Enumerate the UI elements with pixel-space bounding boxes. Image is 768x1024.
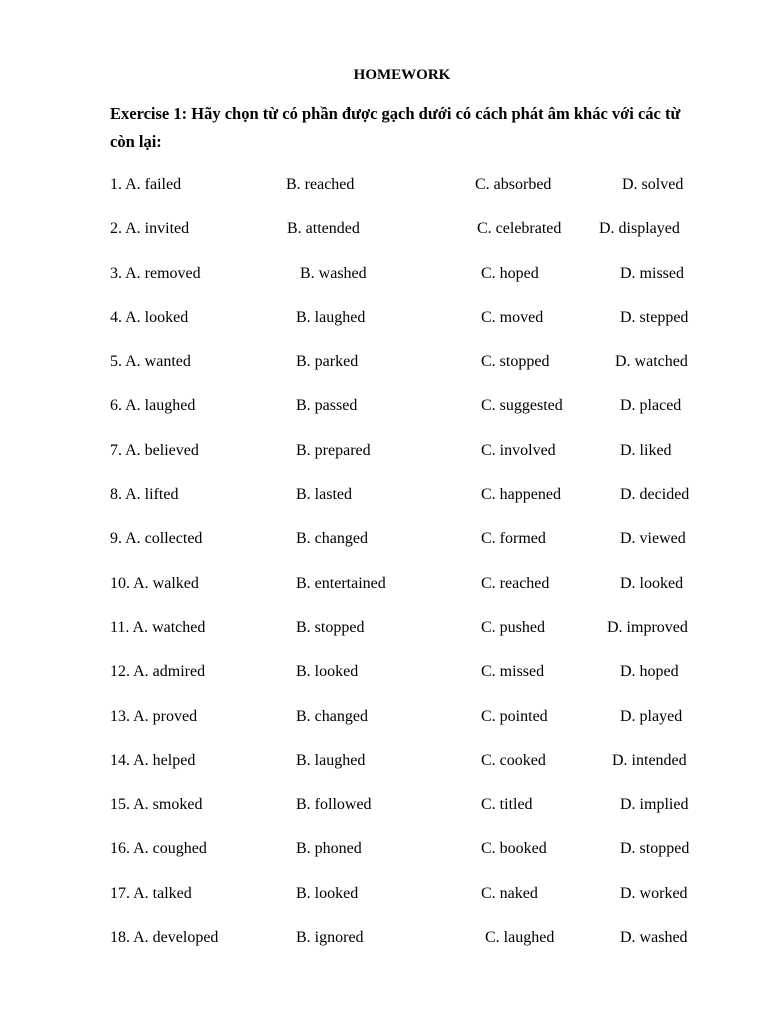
option-b: B. lasted: [296, 486, 352, 504]
option-d: D. intended: [612, 751, 687, 769]
option-b: B. changed: [296, 707, 368, 725]
option-a: 4. A. looked: [110, 308, 189, 326]
option-c: C. pointed: [481, 707, 548, 725]
option-b: B. attended: [287, 220, 360, 238]
page-title: HOMEWORK: [353, 67, 451, 83]
option-a: 8. A. lifted: [110, 486, 179, 504]
option-b: B. entertained: [296, 574, 386, 592]
option-d: D. displayed: [599, 220, 680, 238]
exercise-instruction: Exercise 1: Hãy chọn từ có phần được gạch dưới có cách phát âm khác với các từ còn lại:: [110, 104, 681, 151]
option-d: D. implied: [620, 796, 689, 814]
option-a: 7. A. believed: [110, 441, 199, 459]
option-c: C. reached: [481, 574, 550, 592]
option-a: 12. A. admired: [110, 663, 206, 681]
option-b: B. washed: [300, 264, 367, 282]
question-row: [0, 839, 768, 883]
option-a: 3. A. removed: [110, 264, 201, 282]
option-a: 16. A. coughed: [110, 840, 207, 858]
option-d: D. worked: [620, 884, 688, 902]
option-a: 6. A. laughed: [110, 397, 196, 415]
question-row: [0, 529, 768, 573]
option-d: D. stopped: [620, 840, 690, 858]
option-c: C. absorbed: [475, 176, 552, 193]
question-row: [0, 574, 768, 618]
option-a: 1. A. failed: [110, 176, 182, 193]
question-row: [0, 219, 768, 263]
option-c: C. cooked: [481, 751, 546, 769]
question-row: [0, 308, 768, 352]
question-row: [0, 352, 768, 396]
option-c: C. involved: [481, 441, 556, 459]
option-b: B. laughed: [296, 308, 366, 326]
question-row: [0, 662, 768, 706]
question-row: [0, 928, 768, 972]
option-b: B. looked: [296, 884, 359, 902]
option-c: C. happened: [481, 486, 561, 504]
option-d: D. viewed: [620, 530, 686, 548]
question-row: [0, 795, 768, 839]
option-c: C. celebrated: [477, 220, 562, 238]
question-list: [0, 175, 768, 972]
option-c: C. moved: [481, 308, 544, 326]
option-a: 18. A. developed: [110, 929, 219, 947]
option-a: 14. A. helped: [110, 751, 196, 769]
option-d: D. liked: [620, 441, 672, 459]
option-d: D. washed: [620, 929, 688, 947]
option-c: C. missed: [481, 663, 545, 681]
question-row: [0, 707, 768, 751]
option-d: D. missed: [620, 264, 684, 282]
option-c: C. stopped: [481, 353, 550, 371]
option-c: C. hoped: [481, 264, 539, 282]
option-c: C. suggested: [481, 397, 563, 415]
question-row: [0, 884, 768, 928]
option-b: B. parked: [296, 353, 359, 371]
option-a: 2. A. invited: [110, 220, 190, 238]
option-b: B. reached: [286, 176, 355, 193]
option-b: B. ignored: [296, 929, 364, 947]
option-d: D. looked: [620, 574, 684, 592]
option-d: D. improved: [607, 618, 688, 636]
option-d: D. decided: [620, 486, 690, 504]
option-b: B. passed: [296, 397, 358, 415]
option-d: D. stepped: [620, 308, 689, 326]
option-a: 11. A. watched: [110, 618, 206, 636]
option-b: B. followed: [296, 796, 372, 814]
question-row: [0, 396, 768, 440]
option-d: D. played: [620, 707, 683, 725]
option-c: C. booked: [481, 840, 547, 858]
option-b: B. looked: [296, 663, 359, 681]
question-row: [0, 751, 768, 795]
option-a: 17. A. talked: [110, 884, 192, 902]
option-b: B. changed: [296, 530, 368, 548]
question-row: [0, 618, 768, 662]
option-a: 9. A. collected: [110, 530, 203, 548]
option-a: 15. A. smoked: [110, 796, 203, 814]
question-row: [0, 175, 768, 219]
option-c: C. pushed: [481, 618, 545, 636]
option-c: C. formed: [481, 530, 546, 548]
option-c: C. laughed: [485, 929, 555, 947]
option-a: 10. A. walked: [110, 574, 199, 592]
option-b: B. laughed: [296, 751, 366, 769]
option-a: 13. A. proved: [110, 707, 198, 725]
option-d: D. hoped: [620, 663, 679, 681]
option-d: D. watched: [615, 353, 688, 371]
question-row: [0, 264, 768, 308]
option-b: B. phoned: [296, 840, 362, 858]
option-a: 5. A. wanted: [110, 353, 191, 371]
option-b: B. stopped: [296, 618, 365, 636]
option-c: C. titled: [481, 796, 533, 814]
option-c: C. naked: [481, 884, 538, 902]
option-b: B. prepared: [296, 441, 371, 459]
option-d: D. solved: [622, 176, 684, 193]
option-d: D. placed: [620, 397, 682, 415]
question-row: [0, 441, 768, 485]
question-row: [0, 485, 768, 529]
